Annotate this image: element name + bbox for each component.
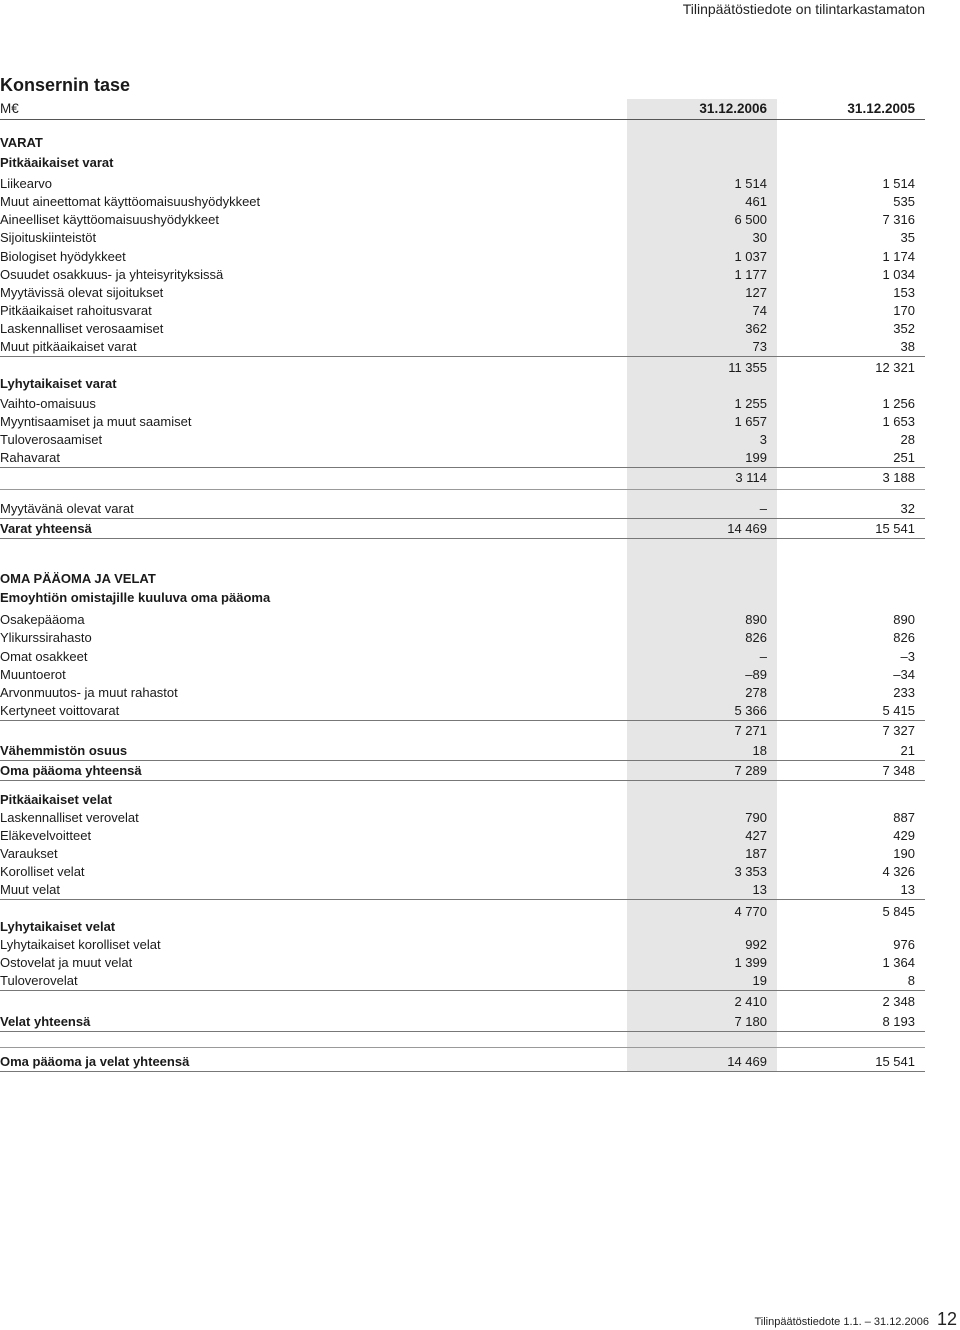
row-label: Liikearvo bbox=[0, 176, 53, 191]
table-row bbox=[0, 589, 925, 607]
row-label: VARAT bbox=[0, 135, 43, 150]
value-2006: 1 514 bbox=[734, 176, 767, 191]
value-2005: 153 bbox=[893, 285, 915, 300]
table-row bbox=[0, 972, 925, 991]
value-2006: 5 366 bbox=[734, 703, 767, 718]
row-label: Lyhytaikaiset korolliset velat bbox=[0, 937, 161, 952]
value-2006: 1 037 bbox=[734, 249, 767, 264]
document-header: Tilinpäätöstiedote on tilintarkastamaton bbox=[682, 1, 925, 17]
row-label: Eläkevelvoitteet bbox=[0, 828, 92, 843]
value-2006: 14 469 bbox=[727, 521, 767, 536]
table-row bbox=[0, 266, 925, 284]
value-2006: 30 bbox=[752, 230, 767, 245]
table-row bbox=[0, 248, 925, 266]
value-2006: –89 bbox=[745, 667, 767, 682]
unit-label: M€ bbox=[0, 101, 19, 116]
value-2005: 1 653 bbox=[882, 414, 915, 429]
value-2005: 7 348 bbox=[882, 763, 915, 778]
table-row bbox=[0, 320, 925, 338]
footer-text: Tilinpäätöstiedote 1.1. – 31.12.2006 bbox=[754, 1316, 929, 1328]
row-label: Sijoituskiinteistöt bbox=[0, 230, 97, 245]
page-title: Konsernin tase bbox=[0, 75, 131, 95]
table-row bbox=[0, 845, 925, 863]
row-label: Korolliset velat bbox=[0, 864, 85, 879]
row-label: Kertyneet voittovarat bbox=[0, 703, 120, 718]
separator-line bbox=[0, 1047, 925, 1048]
row-label: Omat osakkeet bbox=[0, 649, 88, 664]
row-label: Lyhytaikaiset varat bbox=[0, 376, 117, 391]
table-row bbox=[0, 302, 925, 320]
table-row bbox=[0, 1053, 925, 1072]
value-2006: 74 bbox=[752, 303, 767, 318]
value-2006: 278 bbox=[745, 685, 767, 700]
value-2005: 429 bbox=[893, 828, 915, 843]
table-row bbox=[0, 211, 925, 229]
value-2005: 7 316 bbox=[882, 212, 915, 227]
value-2006: 826 bbox=[745, 630, 767, 645]
value-2005: 1 364 bbox=[882, 955, 915, 970]
value-2005: 190 bbox=[893, 846, 915, 861]
value-2005: 15 541 bbox=[875, 521, 915, 536]
table-row bbox=[0, 469, 925, 487]
value-2005: 352 bbox=[893, 321, 915, 336]
value-2006: 14 469 bbox=[727, 1054, 767, 1069]
value-2005: 38 bbox=[900, 339, 915, 354]
table-row bbox=[0, 154, 925, 172]
table-row bbox=[0, 993, 925, 1011]
value-2005: 13 bbox=[900, 882, 915, 897]
row-label: Velat yhteensä bbox=[0, 1014, 91, 1029]
table-row bbox=[0, 702, 925, 721]
value-2005: 170 bbox=[893, 303, 915, 318]
table-row bbox=[0, 338, 925, 357]
table-row bbox=[0, 629, 925, 647]
row-label: Myytävissä olevat sijoitukset bbox=[0, 285, 164, 300]
table-row bbox=[0, 193, 925, 211]
value-2006: 2 410 bbox=[734, 994, 767, 1009]
value-2006: 4 770 bbox=[734, 904, 767, 919]
table-row bbox=[0, 175, 925, 193]
row-label: Myyntisaamiset ja muut saamiset bbox=[0, 414, 192, 429]
table-row bbox=[0, 134, 925, 152]
table-row bbox=[0, 742, 925, 761]
value-2006: 6 500 bbox=[734, 212, 767, 227]
value-2006: 1 255 bbox=[734, 396, 767, 411]
row-label: Muuntoerot bbox=[0, 667, 66, 682]
table-row bbox=[0, 762, 925, 781]
value-2006: 11 355 bbox=[728, 360, 767, 375]
row-label: Muut velat bbox=[0, 882, 60, 897]
value-2006: 992 bbox=[745, 937, 767, 952]
value-2005: 21 bbox=[900, 743, 915, 758]
value-2005: 1 256 bbox=[882, 396, 915, 411]
value-2006: 7 289 bbox=[734, 763, 767, 778]
row-label: Lyhytaikaiset velat bbox=[0, 919, 116, 934]
row-label: Arvonmuutos- ja muut rahastot bbox=[0, 685, 178, 700]
row-label: Laskennalliset verovelat bbox=[0, 810, 139, 825]
table-row bbox=[0, 1013, 925, 1032]
row-label: Tuloverosaamiset bbox=[0, 432, 103, 447]
value-2006: 199 bbox=[745, 450, 767, 465]
value-2005: 35 bbox=[900, 230, 915, 245]
value-2006: 3 353 bbox=[734, 864, 767, 879]
separator-line bbox=[0, 489, 925, 490]
table-row bbox=[0, 684, 925, 702]
table-row bbox=[0, 936, 925, 954]
row-label: Muut aineettomat käyttöomaisuushyödykkeet bbox=[0, 194, 261, 209]
value-2005: 1 514 bbox=[882, 176, 915, 191]
value-2006: 19 bbox=[752, 973, 767, 988]
value-2006: 461 bbox=[745, 194, 767, 209]
value-2005: 8 193 bbox=[882, 1014, 915, 1029]
table-row bbox=[0, 881, 925, 900]
table-row bbox=[0, 863, 925, 881]
row-label: Pitkäaikaiset velat bbox=[0, 792, 113, 807]
row-label: Ylikurssirahasto bbox=[0, 630, 92, 645]
column-2006-header: 31.12.2006 bbox=[699, 101, 767, 116]
value-2005: 3 188 bbox=[882, 470, 915, 485]
table-row bbox=[0, 666, 925, 684]
page-number: 12 bbox=[936, 1309, 957, 1329]
table-row bbox=[0, 375, 925, 393]
value-2006: 18 bbox=[752, 743, 767, 758]
table-row bbox=[0, 284, 925, 302]
table-row bbox=[0, 395, 925, 413]
column-header bbox=[0, 99, 925, 120]
value-2005: 28 bbox=[900, 432, 915, 447]
value-2006: 890 bbox=[745, 612, 767, 627]
value-2006: 7 271 bbox=[734, 723, 767, 738]
column-2005-header: 31.12.2005 bbox=[847, 101, 915, 116]
value-2005: 887 bbox=[893, 810, 915, 825]
table-row bbox=[0, 791, 925, 809]
row-label: Vaihto-omaisuus bbox=[0, 396, 96, 411]
value-2005: 1 034 bbox=[882, 267, 915, 282]
value-2006: 187 bbox=[745, 846, 767, 861]
value-2005: 8 bbox=[907, 973, 915, 988]
table-row bbox=[0, 413, 925, 431]
row-label: Varat yhteensä bbox=[0, 521, 92, 536]
row-label: Aineelliset käyttöomaisuushyödykkeet bbox=[0, 212, 219, 227]
row-label: Pitkäaikaiset varat bbox=[0, 155, 114, 170]
row-label: Muut pitkäaikaiset varat bbox=[0, 339, 137, 354]
table-row bbox=[0, 809, 925, 827]
table-row bbox=[0, 229, 925, 247]
value-2005: 12 321 bbox=[875, 360, 915, 375]
table-row bbox=[0, 520, 925, 539]
row-label: Rahavarat bbox=[0, 450, 60, 465]
value-2005: 251 bbox=[893, 450, 915, 465]
value-2006: 1 657 bbox=[734, 414, 767, 429]
row-label: Laskennalliset verosaamiset bbox=[0, 321, 164, 336]
value-2005: –3 bbox=[900, 649, 915, 664]
value-2005: 233 bbox=[893, 685, 915, 700]
value-2005: 535 bbox=[893, 194, 915, 209]
row-label: Tuloverovelat bbox=[0, 973, 78, 988]
value-2005: 15 541 bbox=[875, 1054, 915, 1069]
value-2006: – bbox=[759, 649, 767, 664]
row-label: Emoyhtiön omistajille kuuluva oma pääoma bbox=[0, 590, 271, 605]
row-label: Oma pääoma yhteensä bbox=[0, 763, 142, 778]
value-2006: 790 bbox=[745, 810, 767, 825]
table-row bbox=[0, 570, 925, 588]
value-2006: 73 bbox=[752, 339, 767, 354]
value-2005: 5 415 bbox=[882, 703, 915, 718]
table-row bbox=[0, 431, 925, 449]
value-2005: –34 bbox=[893, 667, 915, 682]
row-label: Biologiset hyödykkeet bbox=[0, 249, 126, 264]
row-label: Varaukset bbox=[0, 846, 58, 861]
value-2005: 1 174 bbox=[882, 249, 915, 264]
table-row bbox=[0, 722, 925, 740]
value-2006: – bbox=[759, 501, 767, 516]
value-2006: 1 399 bbox=[734, 955, 767, 970]
table-row bbox=[0, 500, 925, 519]
table-row bbox=[0, 449, 925, 468]
row-label: Oma pääoma ja velat yhteensä bbox=[0, 1054, 190, 1069]
value-2005: 2 348 bbox=[882, 994, 915, 1009]
page-footer bbox=[754, 1309, 957, 1330]
value-2005: 4 326 bbox=[882, 864, 915, 879]
value-2005: 976 bbox=[893, 937, 915, 952]
value-2006: 362 bbox=[745, 321, 767, 336]
value-2006: 3 114 bbox=[735, 470, 767, 485]
row-label: Osuudet osakkuus- ja yhteisyrityksissä bbox=[0, 267, 224, 282]
value-2005: 5 845 bbox=[882, 904, 915, 919]
row-label: Pitkäaikaiset rahoitusvarat bbox=[0, 303, 152, 318]
value-2006: 1 177 bbox=[734, 267, 767, 282]
table-row bbox=[0, 648, 925, 666]
row-label: Ostovelat ja muut velat bbox=[0, 955, 133, 970]
table-row bbox=[0, 954, 925, 972]
value-2005: 7 327 bbox=[882, 723, 915, 738]
value-2005: 32 bbox=[900, 501, 915, 516]
table-row bbox=[0, 611, 925, 629]
value-2006: 127 bbox=[745, 285, 767, 300]
table-row bbox=[0, 827, 925, 845]
value-2006: 3 bbox=[759, 432, 767, 447]
value-2006: 7 180 bbox=[734, 1014, 767, 1029]
value-2006: 13 bbox=[752, 882, 767, 897]
row-label: Vähemmistön osuus bbox=[0, 743, 128, 758]
table-row bbox=[0, 918, 925, 936]
row-label: OMA PÄÄOMA JA VELAT bbox=[0, 571, 156, 586]
value-2005: 890 bbox=[893, 612, 915, 627]
value-2006: 427 bbox=[745, 828, 767, 843]
row-label: Osakepääoma bbox=[0, 612, 85, 627]
row-label: Myytävänä olevat varat bbox=[0, 501, 134, 516]
value-2005: 826 bbox=[893, 630, 915, 645]
